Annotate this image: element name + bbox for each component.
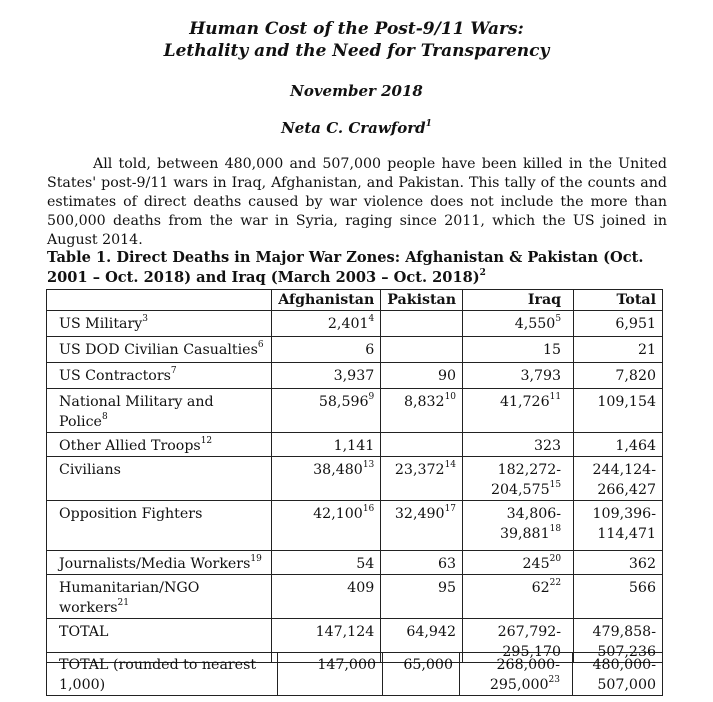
cell-pakistan-footnote: 17 <box>444 504 457 515</box>
cell-afghanistan-text: 42,100 <box>313 506 363 522</box>
cell-iraq-footnote: 18 <box>549 524 562 535</box>
summary-total-text: 507,000 <box>597 677 656 693</box>
row-label-footnote: 7 <box>170 366 177 377</box>
cell-total-text: 1,464 <box>615 438 656 454</box>
cell-afghanistan <box>272 501 381 551</box>
cell-iraq <box>463 363 574 389</box>
row-label <box>47 457 272 501</box>
cell-afghanistan-text: 3,937 <box>333 368 375 384</box>
cell-afghanistan-text: 1,141 <box>333 438 375 454</box>
cell-total-text: 109,154 <box>597 394 656 410</box>
header-afghanistan: Afghanistan <box>272 290 381 311</box>
cell-iraq-footnote: 5 <box>555 314 562 325</box>
cell-iraq <box>463 389 574 433</box>
row-label-text: US Military <box>59 316 143 332</box>
cell-total <box>574 551 663 575</box>
cell-pakistan <box>381 389 463 433</box>
cell-total <box>574 363 663 389</box>
cell-pakistan-text: 32,490 <box>394 506 445 522</box>
cell-iraq-text: 41,726 <box>499 394 550 410</box>
cell-total-text: 362 <box>628 556 656 572</box>
cell-pakistan-footnote: 10 <box>444 392 457 403</box>
cell-iraq-footnote: 22 <box>549 578 562 589</box>
cell-iraq-text: 323 <box>533 438 562 454</box>
cell-total <box>574 501 663 551</box>
cell-pakistan <box>381 457 463 501</box>
cell-total <box>574 457 663 501</box>
table-row <box>47 457 663 501</box>
cell-afghanistan-footnote: 9 <box>368 392 375 403</box>
cell-afghanistan <box>272 363 381 389</box>
intro-paragraph-text: All told, between 480,000 and 507,000 people have been killed in the United States' post-9/11 wars in Iraq, Afghanistan, and Pakistan. This tally of the counts and estimates of direct deaths caused by war violence does not include the more than 500,000 deaths from the war in Syria, raging since 2011, which the US joined in August 2014. <box>47 156 667 248</box>
table-row <box>47 575 663 619</box>
cell-iraq-footnote: 20 <box>549 554 562 565</box>
cell-iraq-text: 39,881 <box>499 526 550 542</box>
table-row <box>47 433 663 457</box>
row-label-text: Journalists/Media Workers <box>59 556 251 572</box>
row-label-text: US DOD Civilian Casualties <box>59 342 258 358</box>
cell-total <box>574 337 663 363</box>
cell-pakistan <box>381 363 463 389</box>
summary-afghanistan <box>278 653 383 696</box>
header-blank <box>47 290 272 311</box>
cell-iraq-text: 34,806- <box>506 506 562 522</box>
table-caption-footnote: 2 <box>479 268 486 279</box>
table-row <box>47 551 663 575</box>
summary-pakistan <box>383 653 460 696</box>
cell-afghanistan-text: 2,401 <box>327 316 369 332</box>
cell-pakistan-footnote: 14 <box>444 460 457 471</box>
header-total: Total <box>574 290 663 311</box>
cell-iraq-text: 4,550 <box>514 316 556 332</box>
author-name: Neta C. Crawford <box>281 119 426 137</box>
cell-iraq <box>463 311 574 337</box>
cell-total-text: 507,236 <box>597 644 656 660</box>
summary-row <box>47 653 663 696</box>
cell-pakistan <box>381 551 463 575</box>
document-date: November 2018 <box>290 82 423 100</box>
cell-iraq-footnote: 11 <box>549 392 562 403</box>
cell-afghanistan <box>272 457 381 501</box>
author-footnote: 1 <box>425 119 432 129</box>
row-label-footnote: 3 <box>142 314 149 325</box>
cell-total-text: 244,124- <box>592 462 656 478</box>
cell-iraq <box>463 457 574 501</box>
table-caption <box>47 248 667 288</box>
cell-iraq <box>463 433 574 457</box>
deaths-table <box>46 289 663 663</box>
summary-iraq <box>460 653 573 696</box>
cell-iraq-text: 267,792- <box>497 624 562 640</box>
summary-label-text: 1,000) <box>59 677 106 693</box>
cell-total-text: 109,396- <box>592 506 656 522</box>
row-label-footnote: 19 <box>250 554 262 565</box>
cell-afghanistan-text: 409 <box>347 580 375 596</box>
cell-total-text: 566 <box>628 580 656 596</box>
cell-total <box>574 433 663 457</box>
cell-afghanistan-footnote: 13 <box>362 460 375 471</box>
table-row <box>47 389 663 433</box>
cell-afghanistan-text: 54 <box>356 556 375 572</box>
row-label-text: workers <box>59 600 118 616</box>
row-label-footnote: 21 <box>117 598 129 609</box>
row-label-text: Other Allied Troops <box>59 438 201 454</box>
cell-iraq <box>463 575 574 619</box>
table-header-row <box>47 290 663 311</box>
summary-iraq-text: 295,000 <box>489 677 549 693</box>
cell-iraq-text: 62 <box>531 580 550 596</box>
cell-total <box>574 389 663 433</box>
cell-afghanistan-text: 58,596 <box>318 394 369 410</box>
cell-afghanistan <box>272 551 381 575</box>
cell-afghanistan <box>272 311 381 337</box>
cell-total-text: 479,858- <box>592 624 656 640</box>
row-label-text: Civilians <box>59 462 121 478</box>
cell-afghanistan-footnote: 16 <box>362 504 375 515</box>
cell-iraq-text: 204,575 <box>490 482 550 498</box>
cell-total-text: 114,471 <box>597 526 656 542</box>
cell-pakistan-text: 23,372 <box>394 462 445 478</box>
cell-pakistan-text: 63 <box>437 556 457 572</box>
cell-total-text: 21 <box>637 342 656 358</box>
summary-label <box>47 653 278 696</box>
cell-pakistan <box>381 311 463 337</box>
cell-afghanistan <box>272 337 381 363</box>
header-pakistan: Pakistan <box>381 290 463 311</box>
intro-paragraph <box>47 155 667 250</box>
cell-pakistan-text: 8,832 <box>403 394 445 410</box>
cell-iraq-footnote: 15 <box>549 480 562 491</box>
row-label <box>47 337 272 363</box>
table-row <box>47 501 663 551</box>
cell-pakistan <box>381 433 463 457</box>
cell-afghanistan-text: 147,124 <box>315 624 375 640</box>
cell-iraq <box>463 337 574 363</box>
cell-iraq <box>463 501 574 551</box>
cell-afghanistan-footnote: 4 <box>368 314 375 325</box>
row-label <box>47 501 272 551</box>
row-label <box>47 311 272 337</box>
cell-pakistan-text: 95 <box>437 580 457 596</box>
summary-label-text: TOTAL (rounded to nearest <box>59 657 257 673</box>
cell-total-text: 266,427 <box>597 482 656 498</box>
cell-afghanistan <box>272 433 381 457</box>
cell-total-text: 6,951 <box>615 316 656 332</box>
row-label-text: US Contractors <box>59 368 171 384</box>
table-row <box>47 337 663 363</box>
row-label-footnote: 12 <box>200 436 213 447</box>
document-author <box>0 117 713 139</box>
row-label-footnote: 6 <box>257 340 264 351</box>
table-row <box>47 311 663 337</box>
row-label-footnote: 8 <box>101 412 108 423</box>
cell-iraq-text: 3,793 <box>520 368 562 384</box>
summary-total <box>573 653 663 696</box>
row-label-text: Humanitarian/NGO <box>59 580 200 596</box>
row-label <box>47 575 272 619</box>
cell-pakistan-text: 90 <box>437 368 457 384</box>
row-label <box>47 389 272 433</box>
row-label <box>47 433 272 457</box>
document-title-line-1: Human Cost of the Post-9/11 Wars: <box>189 19 524 39</box>
cell-iraq <box>463 551 574 575</box>
row-label-text: National Military and Police <box>59 394 214 430</box>
cell-total <box>574 575 663 619</box>
summary-pakistan-text: 65,000 <box>403 657 453 673</box>
cell-iraq-text: 295,170 <box>502 644 562 660</box>
cell-total-text: 7,820 <box>615 368 656 384</box>
summary-total-text: 480,000- <box>592 657 656 673</box>
cell-pakistan-text: 64,942 <box>406 624 457 640</box>
cell-afghanistan-text: 38,480 <box>313 462 363 478</box>
cell-pakistan <box>381 337 463 363</box>
cell-total <box>574 311 663 337</box>
cell-afghanistan <box>272 575 381 619</box>
document-title-line-2: Lethality and the Need for Transparency <box>163 41 550 61</box>
summary-table <box>46 652 663 696</box>
row-label-text: TOTAL <box>59 624 109 640</box>
summary-iraq-text: 268,000- <box>496 657 560 673</box>
summary-iraq-footnote: 23 <box>548 675 560 686</box>
summary-afghanistan-text: 147,000 <box>317 657 376 673</box>
cell-iraq-text: 15 <box>543 342 562 358</box>
header-iraq: Iraq <box>463 290 574 311</box>
cell-afghanistan <box>272 389 381 433</box>
cell-iraq-text: 182,272- <box>497 462 562 478</box>
row-label <box>47 363 272 389</box>
row-label-text: Opposition Fighters <box>59 506 203 522</box>
table-caption-text: Table 1. Direct Deaths in Major War Zones: Afghanistan & Pakistan (Oct. 2001 – Oct. 2018) and Iraq (March 2003 – Oct. 2018) <box>47 249 644 286</box>
row-label <box>47 551 272 575</box>
cell-afghanistan-text: 6 <box>365 342 375 358</box>
cell-pakistan <box>381 501 463 551</box>
cell-pakistan <box>381 575 463 619</box>
cell-iraq-text: 245 <box>522 556 550 572</box>
table-row <box>47 363 663 389</box>
